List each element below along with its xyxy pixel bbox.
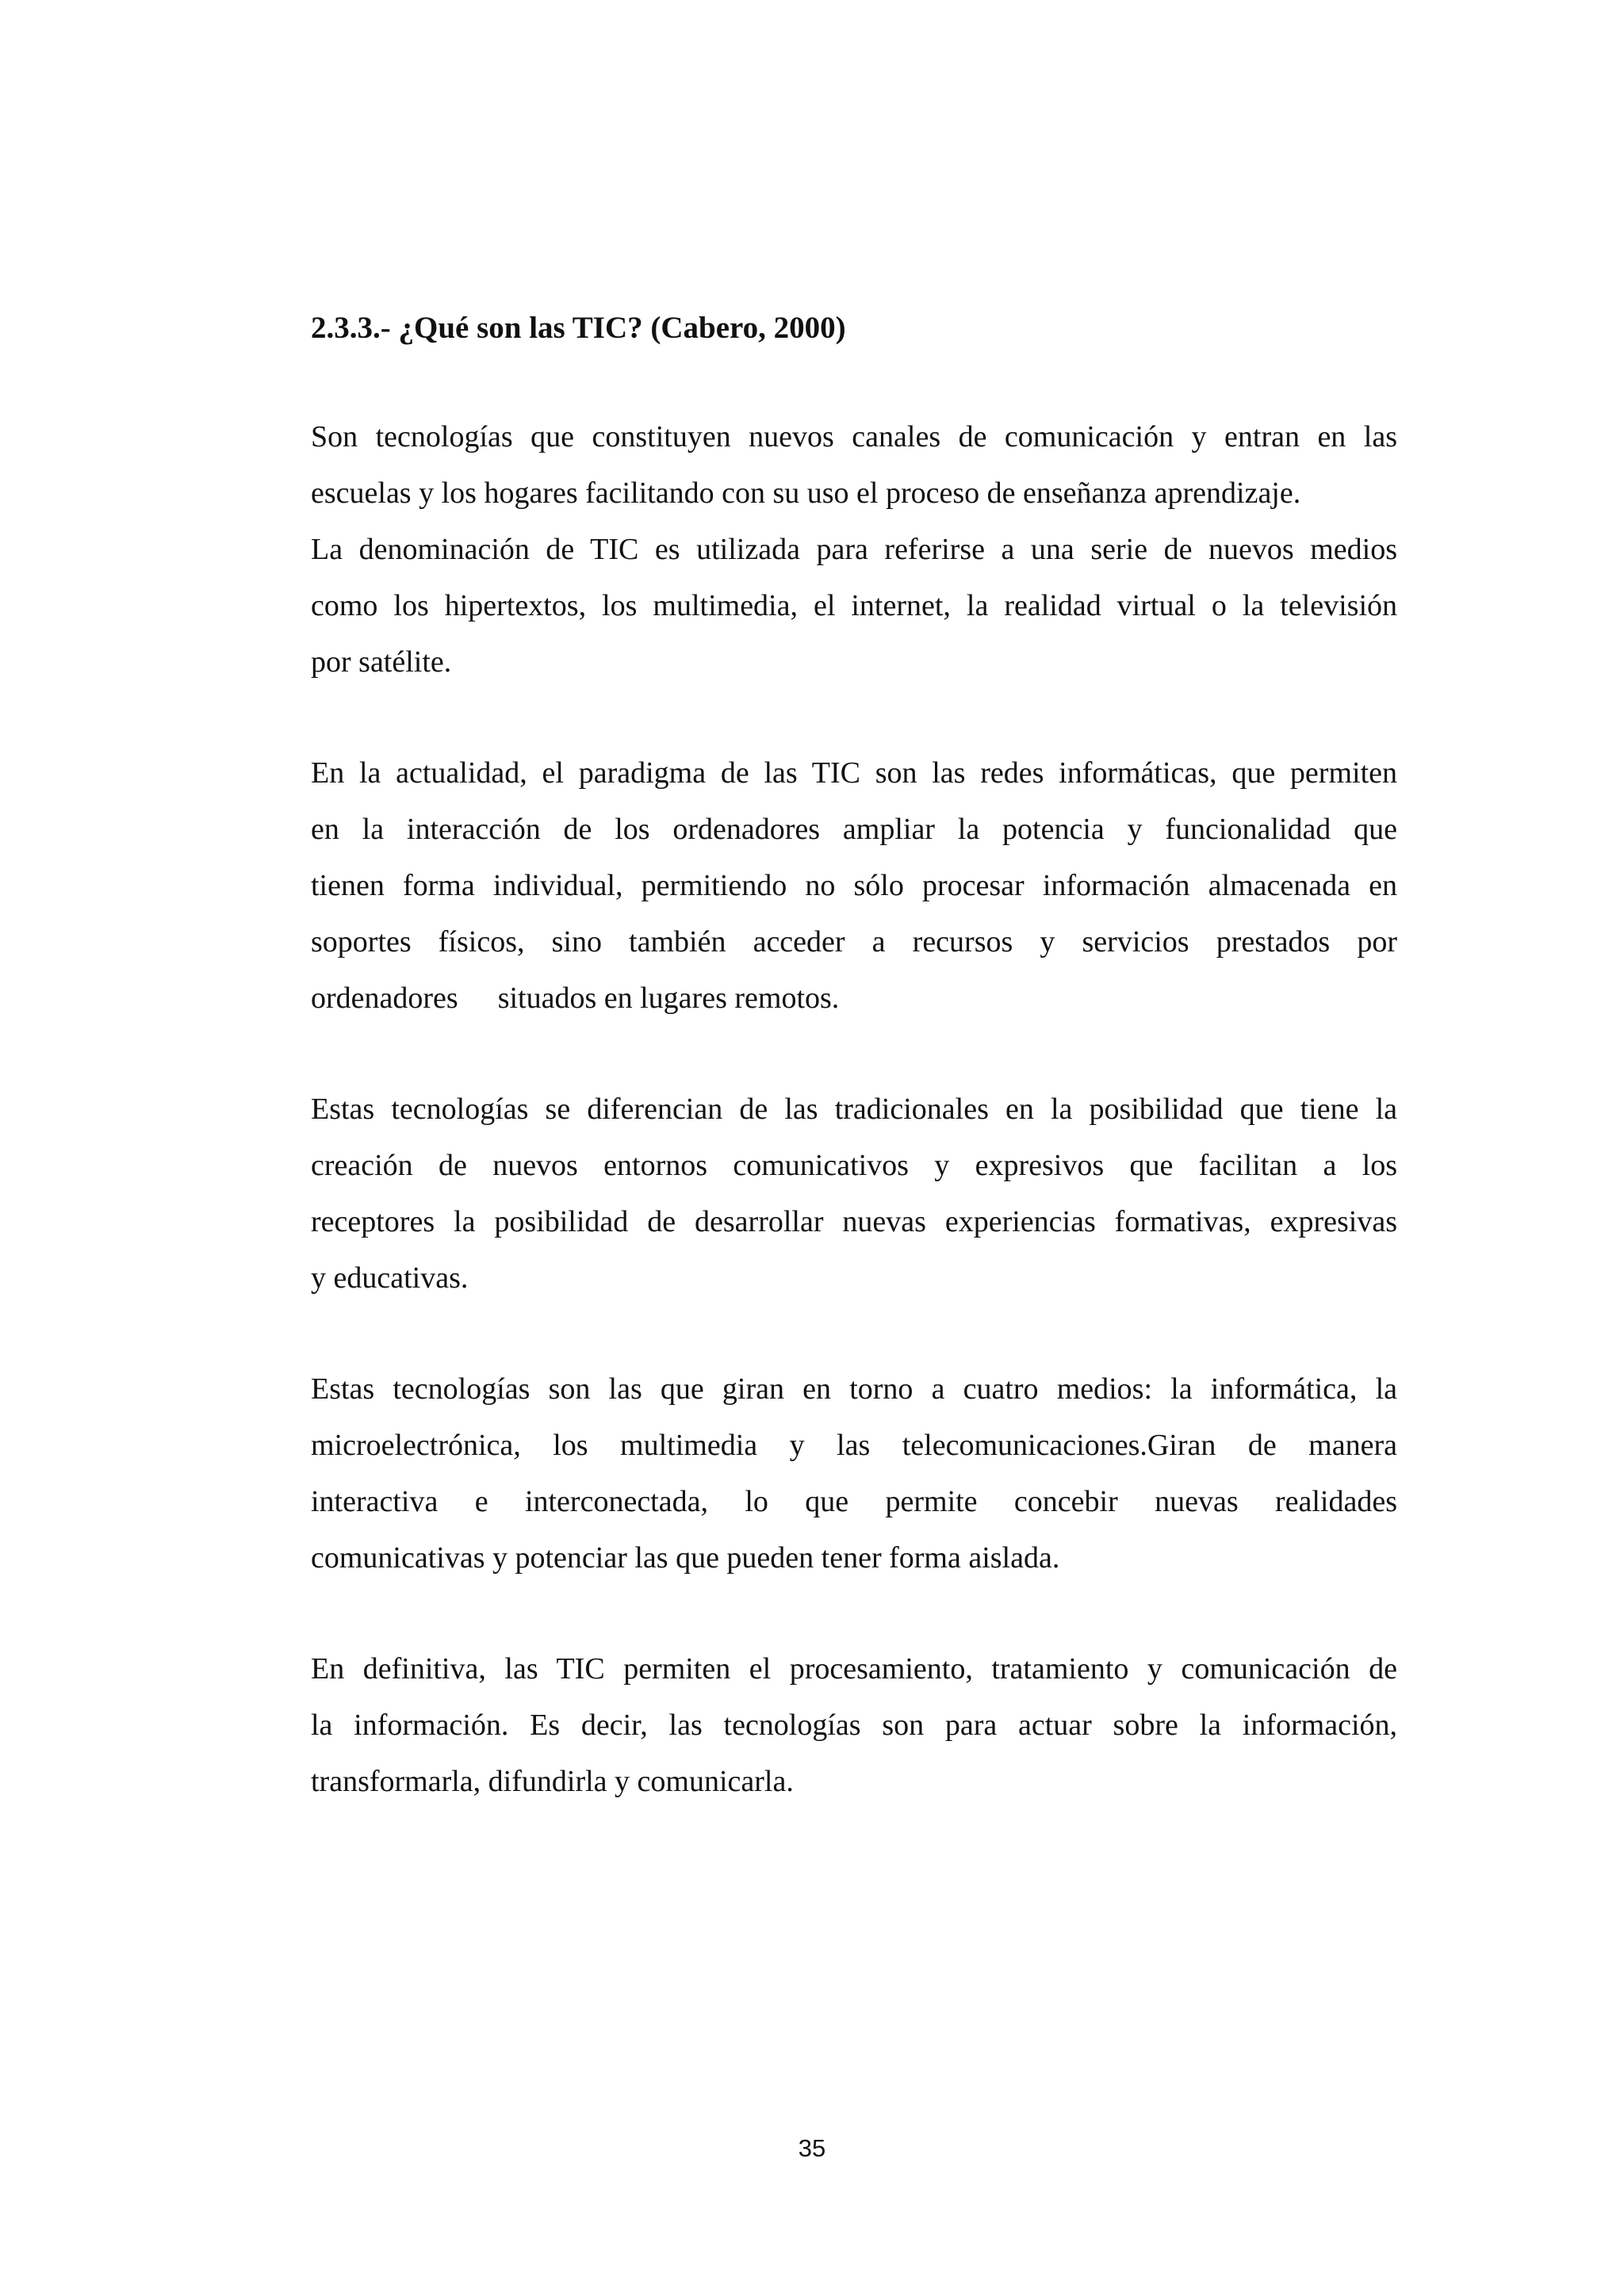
paragraph-line: transformarla, difundirla y comunicarla. bbox=[311, 1765, 794, 1798]
paragraph-line: interactiva e interconectada, lo que permite concebir nuevas realidades bbox=[311, 1485, 1397, 1518]
paragraph-line: tienen forma individual, permitiendo no sólo procesar información almacenada en bbox=[311, 869, 1397, 902]
paragraph-line-segment: situados en lugares remotos. bbox=[497, 982, 840, 1015]
paragraph-line: escuelas y los hogares facilitando con su uso el proceso de enseñanza aprendizaje. bbox=[311, 476, 1301, 510]
paragraph-5 bbox=[311, 1641, 1397, 1810]
paragraph-line: Estas tecnologías se diferencian de las tradicionales en la posibilidad que tiene la bbox=[311, 1093, 1397, 1126]
paragraph-line: soportes físicos, sino también acceder a recursos y servicios prestados por bbox=[311, 925, 1397, 959]
paragraph-line: Son tecnologías que constituyen nuevos canales de comunicación y entran en las bbox=[311, 420, 1397, 453]
paragraph-line: como los hipertextos, los multimedia, el internet, la realidad virtual o la televisión bbox=[311, 589, 1397, 622]
paragraph-line: En la actualidad, el paradigma de las TIC son las redes informáticas, que permiten bbox=[311, 756, 1397, 790]
paragraph-line-segment: ordenadores bbox=[311, 982, 458, 1015]
paragraph-line: receptores la posibilidad de desarrollar nuevas experiencias formativas, expresivas bbox=[311, 1205, 1397, 1238]
paragraph-line: y educativas. bbox=[311, 1261, 469, 1295]
paragraph-line: Estas tecnologías son las que giran en torno a cuatro medios: la informática, la bbox=[311, 1372, 1397, 1406]
page-number: 35 bbox=[798, 2134, 826, 2162]
section-heading: 2.3.3.- ¿Qué son las TIC? (Cabero, 2000) bbox=[311, 311, 846, 345]
paragraph-line: creación de nuevos entornos comunicativos y expresivos que facilitan a los bbox=[311, 1149, 1397, 1182]
paragraph-line: en la interacción de los ordenadores ampliar la potencia y funcionalidad que bbox=[311, 813, 1397, 846]
paragraph-line: En definitiva, las TIC permiten el procesamiento, tratamiento y comunicación de bbox=[311, 1652, 1397, 1686]
paragraph-line: microelectrónica, los multimedia y las telecomunicaciones.Giran de manera bbox=[311, 1429, 1397, 1462]
document-body bbox=[311, 308, 1397, 1865]
paragraph-line: La denominación de TIC es utilizada para referirse a una serie de nuevos medios bbox=[311, 533, 1397, 566]
paragraph-1 bbox=[311, 409, 1397, 691]
paragraph-line bbox=[311, 970, 1397, 1027]
paragraph-4 bbox=[311, 1361, 1397, 1586]
paragraph-line: comunicativas y potenciar las que pueden tener forma aislada. bbox=[311, 1541, 1060, 1575]
paragraph-3 bbox=[311, 1081, 1397, 1307]
paragraph-line: la información. Es decir, las tecnologías son para actuar sobre la información, bbox=[311, 1709, 1397, 1742]
paragraph-line: por satélite. bbox=[311, 645, 452, 679]
paragraph-2 bbox=[311, 745, 1397, 1027]
